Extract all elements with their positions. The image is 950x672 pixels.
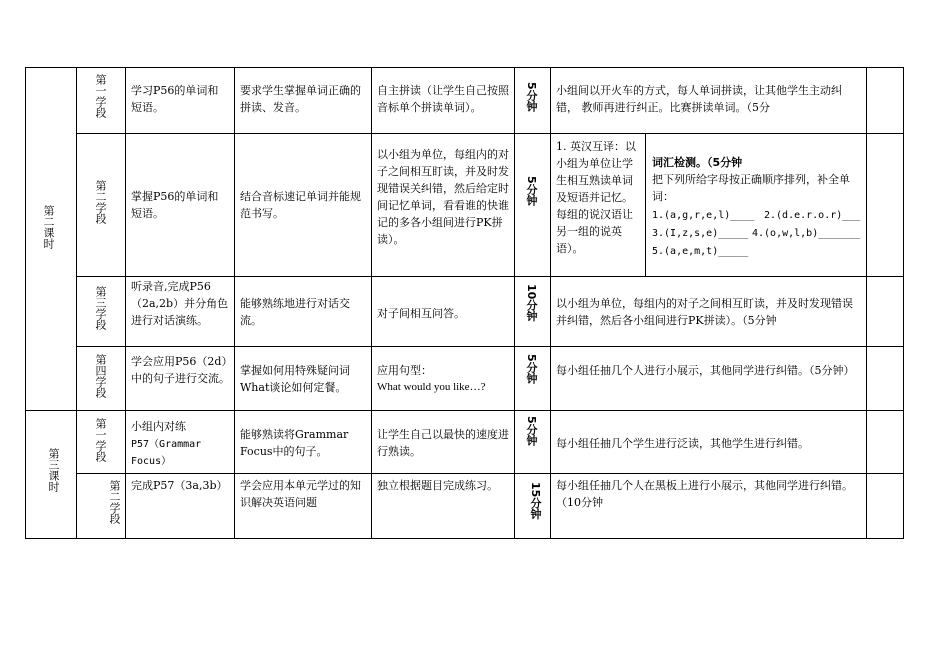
goal-cell: 掌握如何用特殊疑问词What谈论如何定餐。	[240, 364, 350, 394]
evaluation-item: 2.(d.e.r.o.r)___	[764, 210, 861, 221]
evaluation-item: 3.(I,z,s,e)_____	[652, 228, 749, 239]
time-cell: 10分钟	[525, 284, 538, 322]
stage-label: 第一学段	[94, 418, 107, 462]
goal-cell: 能够熟读将Grammar Focus中的句子。	[240, 428, 349, 458]
time-cell: 5分钟	[525, 176, 538, 206]
method-cell: 让学生自己以最快的速度进行熟读。	[377, 428, 509, 458]
evaluation-item: 5.(a,e,m,t)_____	[652, 246, 749, 257]
evaluation-item: 1.(a,g,r,e,l)____	[652, 210, 755, 221]
evaluation-intro: 把下列所给字母按正确顺序排列，补全单词：	[652, 173, 850, 203]
stage-label: 第四学段	[94, 354, 107, 398]
time-cell: 5分钟	[525, 354, 538, 384]
content-ref: P57（Grammar Focus）	[131, 439, 202, 467]
stage-label: 第一学段	[94, 74, 107, 118]
time-cell: 15分钟	[529, 482, 542, 520]
session-label: 第二课时	[42, 205, 55, 249]
stage-label: 第二学段	[108, 480, 121, 524]
goal-cell: 要求学生掌握单词正确的拼读、发音。	[240, 84, 361, 114]
time-cell: 5分钟	[525, 82, 538, 112]
time-cell: 5分钟	[525, 416, 538, 446]
method-cell: 自主拼读（让学生自己按照音标单个拼读单词）。	[377, 84, 509, 114]
goal-cell: 能够熟练地进行对话交流。	[240, 297, 350, 327]
evaluation-cell: 每小组任抽几个人在黑板上进行小展示，其他同学进行纠错。（10分钟	[556, 479, 853, 509]
evaluation-cell: 小组间以开火车的方式，每人单词拼读，让其他学生主动纠错， 教师再进行纠正。比赛拼读单词。（5分	[556, 84, 842, 114]
content-cell: 学习P56的单词和短语。	[131, 84, 219, 114]
content-cell: 完成P57（3a,3b）	[131, 479, 228, 492]
goal-cell: 结合音标速记单词并能规范书写。	[240, 190, 361, 220]
evaluation-item: 4.(o,w,l,b)_______	[752, 228, 861, 239]
evaluation-cell: 以小组为单位，每组内的对子之间相互盯读，并及时发现错误并纠错，然后各小组间进行PK拼读）。（5分钟	[556, 297, 853, 327]
content-cell: 掌握P56的单词和短语。	[131, 190, 219, 220]
method-cell: 以小组为单位，每组内的对子之间相互盯读，并及时发现错误关纠错，然后给定时间记忆单词，看看谁的快谁记的多各小组间进行PK拼读）。	[377, 148, 509, 246]
method-cell: 对子间相互问答。	[377, 307, 465, 320]
evaluation-cell: 每小组任抽几个人进行小展示，其他同学进行纠错。（5分钟）	[556, 364, 855, 377]
content-cell: 学会应用P56（2d）中的句子进行交流。	[131, 355, 230, 385]
content-cell: 听录音,完成P56（2a,2b）并分角色进行对话演练。	[131, 280, 229, 327]
session-label: 第三课时	[47, 448, 60, 492]
method-sentence: What would you like…?	[377, 381, 486, 393]
evaluation-title: 词汇检测。（5分钟	[652, 156, 743, 169]
evaluation-cell: 每小组任抽几个学生进行泛读，其他学生进行纠错。	[556, 437, 809, 450]
method-cell: 独立根据题目完成练习。	[377, 479, 498, 492]
stage-label: 第三学段	[94, 286, 107, 330]
stage-label: 第二学段	[94, 180, 107, 224]
method-label: 应用句型：	[377, 364, 432, 377]
goal-cell: 学会应用本单元学过的知识解决英语问题	[240, 479, 361, 509]
content-title: 小组内对练	[131, 420, 186, 433]
evaluation-left-cell: 1. 英汉互译：以小组为单位让学生相互熟读单词及短语并记忆。每组的说汉语让另一组的说英语）。	[556, 140, 636, 255]
